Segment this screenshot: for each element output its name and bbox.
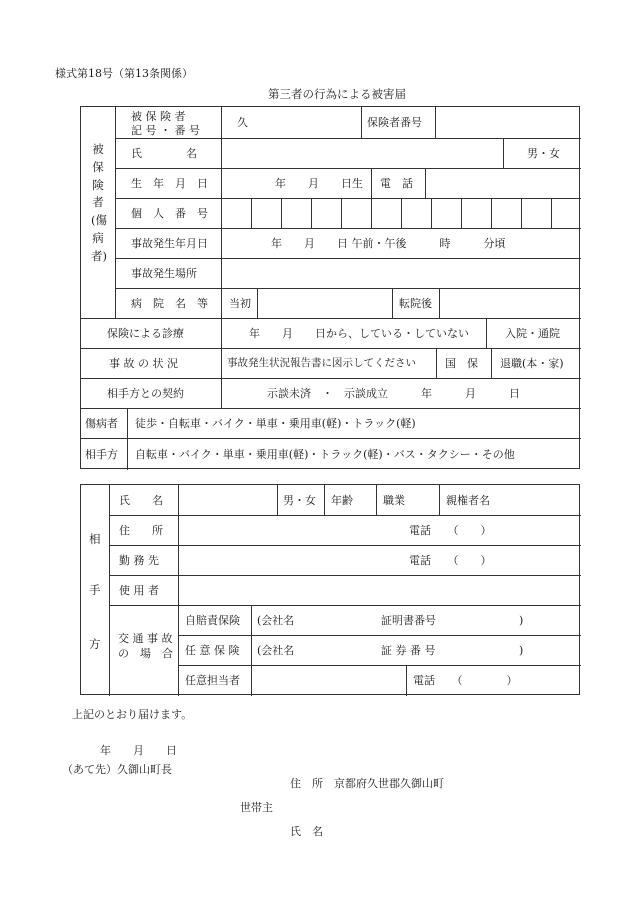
injured-mode-options[interactable]: 徒歩・自転車・バイク・単車・乗用車(軽)・トラック(軽)	[135, 417, 416, 430]
insurer-number-field[interactable]	[436, 108, 580, 137]
statement: 上記のとおり届けます。	[72, 708, 193, 721]
op-address-field[interactable]	[179, 516, 399, 545]
retirement-options[interactable]: 退職(本・家)	[500, 357, 564, 370]
after-transfer-label: 転院後	[399, 297, 432, 310]
insurer-number-label: 保険者番号	[367, 116, 422, 129]
compulsory-company-field[interactable]: (会社名	[257, 614, 295, 627]
kokuho-label: 国 保	[445, 357, 478, 370]
certificate-number-label: 証明書番号	[381, 614, 436, 627]
page-title: 第三者の行為による被害届	[268, 87, 406, 101]
insured-table	[80, 106, 580, 469]
op-workplace-field[interactable]	[179, 546, 399, 575]
op-occupation-label: 職業	[383, 494, 405, 507]
op-workplace-label: 勤 務 先	[119, 554, 159, 567]
contract-label: 相手方との契約	[107, 387, 184, 400]
insurance-care-field[interactable]: 年 月 日から、している・していない	[249, 327, 469, 340]
addressee: （あて先）久御山町長	[62, 763, 172, 776]
insured-phone-label: 電 話	[380, 177, 413, 190]
applicant-address[interactable]: 住 所 京都府久世郡久御山町	[290, 777, 444, 790]
insurance-care-label: 保険による診療	[107, 327, 184, 340]
policy-number-label: 証 券 番 号	[381, 644, 436, 657]
contract-field[interactable]: 示談未済 ・ 示談成立 年 月 日	[267, 387, 520, 400]
accident-place-field[interactable]	[222, 259, 580, 288]
op-employer-field[interactable]	[179, 576, 580, 605]
agent-label: 任意担当者	[185, 674, 240, 687]
accident-status-label: 事 故 の 状 況	[109, 357, 178, 370]
insured-name-field[interactable]	[222, 139, 502, 168]
kyu-char: 久	[237, 116, 248, 129]
traffic-case-label-line2: の 場 合	[118, 647, 173, 660]
insured-sex-options[interactable]: 男・女	[527, 147, 560, 160]
other-party-vertical-label-3: 方	[89, 637, 101, 651]
submission-date[interactable]: 年 月 日	[100, 744, 177, 757]
hospitalization-options[interactable]: 入院・通院	[505, 327, 560, 340]
accident-date-field[interactable]: 年 月 日 午前・午後 時 分頃	[271, 237, 506, 250]
compulsory-insurance-label: 自賠責保険	[185, 614, 240, 627]
hospital-initial-field[interactable]	[258, 289, 391, 318]
other-party-vertical-label-2: 手	[89, 583, 101, 597]
applicant-name[interactable]: 氏 名	[290, 825, 323, 838]
voluntary-company-field[interactable]: (会社名	[257, 644, 295, 657]
insurer-number-label-line1: 被 保 険 者	[131, 110, 186, 123]
hospital-label: 病 院 名 等	[131, 297, 208, 310]
hospital-initial-label: 当初	[229, 297, 251, 310]
op-name-label: 氏 名	[119, 494, 163, 507]
other-party-table	[80, 484, 580, 695]
voluntary-close-paren: )	[519, 644, 524, 657]
op-age-label: 年齢	[331, 494, 353, 507]
insured-vertical-label: 被保険者(傷病者)	[91, 142, 107, 263]
personal-number-label: 個 人 番 号	[131, 207, 208, 220]
insured-symbol-number-field[interactable]	[251, 108, 359, 137]
householder-label: 世帯主	[240, 801, 273, 814]
accident-status-note: 事故発生状況報告書に図示してください	[227, 357, 416, 369]
accident-date-label: 事故発生年月日	[131, 237, 208, 250]
other-party-mode-options[interactable]: 自転車・バイク・単車・乗用車(軽)・トラック(軽)・バス・タクシー・その他	[135, 448, 515, 461]
birthdate-field[interactable]: 年 月 日生	[275, 177, 363, 190]
insurer-number-label-line2: 記 号 ・ 番 号	[131, 124, 200, 137]
insured-name-label: 氏 名	[131, 147, 197, 160]
op-employer-label: 使 用 者	[119, 584, 159, 597]
birthdate-label: 生 年 月 日	[131, 177, 208, 190]
op-sex-options[interactable]: 男・女	[283, 494, 316, 507]
injured-label: 傷病者	[85, 417, 118, 430]
form-number: 様式第18号（第13条関係）	[55, 67, 193, 80]
op-address-label: 住 所	[119, 524, 163, 537]
personal-number-field[interactable]	[222, 199, 580, 228]
agent-field[interactable]	[252, 666, 405, 695]
accident-place-label: 事故発生場所	[131, 267, 197, 280]
op-guardian-label: 親権者名	[446, 494, 490, 507]
op-address-phone[interactable]: 電話 （ ）	[409, 524, 492, 537]
traffic-case-label-line1: 交 通 事 故	[118, 632, 173, 645]
compulsory-close-paren: )	[519, 614, 524, 627]
hospital-after-transfer-field[interactable]	[440, 289, 580, 318]
agent-phone[interactable]: 電話 （ ）	[413, 674, 518, 687]
insured-phone-field[interactable]	[426, 169, 580, 198]
voluntary-insurance-label: 任 意 保 険	[185, 644, 240, 657]
op-workplace-phone[interactable]: 電話 （ ）	[409, 554, 492, 567]
other-party-vertical-label-1: 相	[89, 532, 101, 546]
other-party-label: 相手方	[85, 448, 118, 461]
op-name-field[interactable]	[179, 486, 276, 514]
